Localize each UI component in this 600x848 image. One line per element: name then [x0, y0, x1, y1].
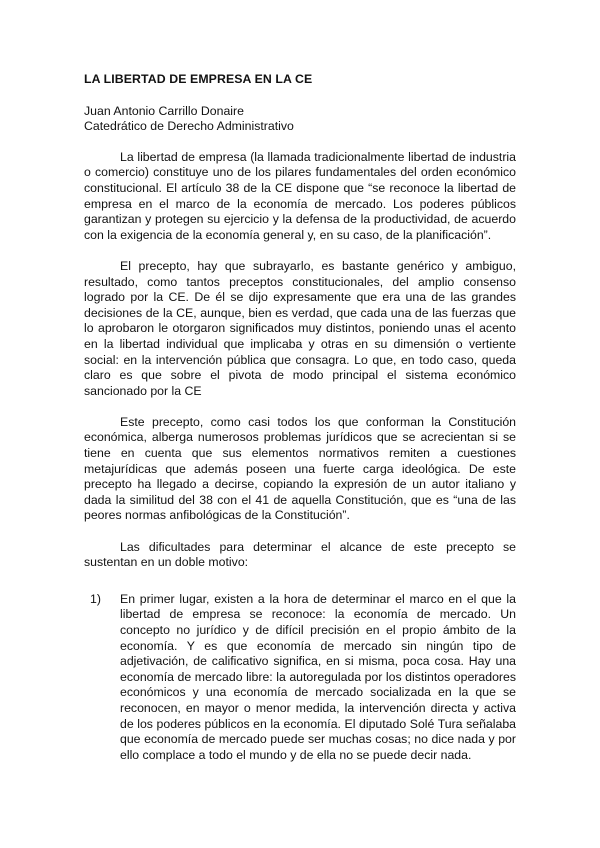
list-item-marker: 1) — [90, 591, 101, 606]
numbered-list — [84, 592, 516, 764]
document-page — [84, 72, 516, 763]
author-name: Juan Antonio Carrillo Donaire — [84, 103, 244, 118]
paragraph-2: El precepto, hay que subrayarlo, es bastante genérico y ambiguo, resultado, como tantos preceptos constitucionales, del amplio consenso logrado por la CE. De él se dijo expresamente que era una de las grandes decisiones de la CE, aunque, bien es verdad, que cada una de las fuerzas que lo aprobaron le otorgaron significados muy distintos, poniendo unas el acento en la libertad individual que implicaba y otras en su dimensión o vertiente social: en la intervención pública que consagra. Lo que, en todo caso, queda claro es que sobre el pivota de modo principal el sistema económico sancionado por la CE — [84, 258, 516, 398]
list-item — [90, 592, 516, 764]
author-role: Catedrático de Derecho Administrativo — [84, 119, 294, 134]
paragraph-1: La libertad de empresa (la llamada tradicionalmente libertad de industria o comercio) constituye uno de los pilares fundamentales del orden económico constitucional. El artículo 38 de la CE dispone que “se reconoce la libertad de empresa en el marco de la economía de mercado. Los poderes públicos garantizan y protegen su ejercicio y la defensa de la productividad, de acuerdo con la exigencia de la economía general y, en su caso, de la planificación”. — [84, 149, 516, 242]
document-title: LA LIBERTAD DE EMPRESA EN LA CE — [84, 72, 313, 86]
paragraph-3: Este precepto, como casi todos los que conforman la Constitución económica, alberga numerosos problemas jurídicos que se acrecientan si se tiene en cuenta que sus elementos normativos remiten a cuestiones metajurídicas que además poseen una fuerte carga ideológica. De este precepto ha llegado a decirse, copiando la expresión de un autor italiano y dada la similitud del 38 con el 41 de aquella Constitución, que es “una de las peores normas anfibológicas de la Constitución”. — [84, 414, 516, 523]
paragraph-4: Las dificultades para determinar el alcance de este precepto se sustentan en un doble motivo: — [84, 539, 516, 570]
list-item-text: En primer lugar, existen a la hora de determinar el marco en el que la libertad de empresa se reconoce: la economía de mercado. Un concepto no jurídico y de difícil precisión en el propio ámbito de la economía. Y es que economía de mercado sin ningún tipo de adjetivación, de calificativo significa, en si misma, poca cosa. Hay una economía de mercado libre: la autoregulada por los distintos operadores económicos y una economía de mercado socializada en la que se reconocen, en mayor o menor medida, la intervención directa y activa de los poderes públicos en la economía. El diputado Solé Tura señalaba que economía de mercado puede ser muchas cosas; no dice nada y por ello complace a todo el mundo y de ella no se puede decir nada. — [120, 591, 516, 762]
